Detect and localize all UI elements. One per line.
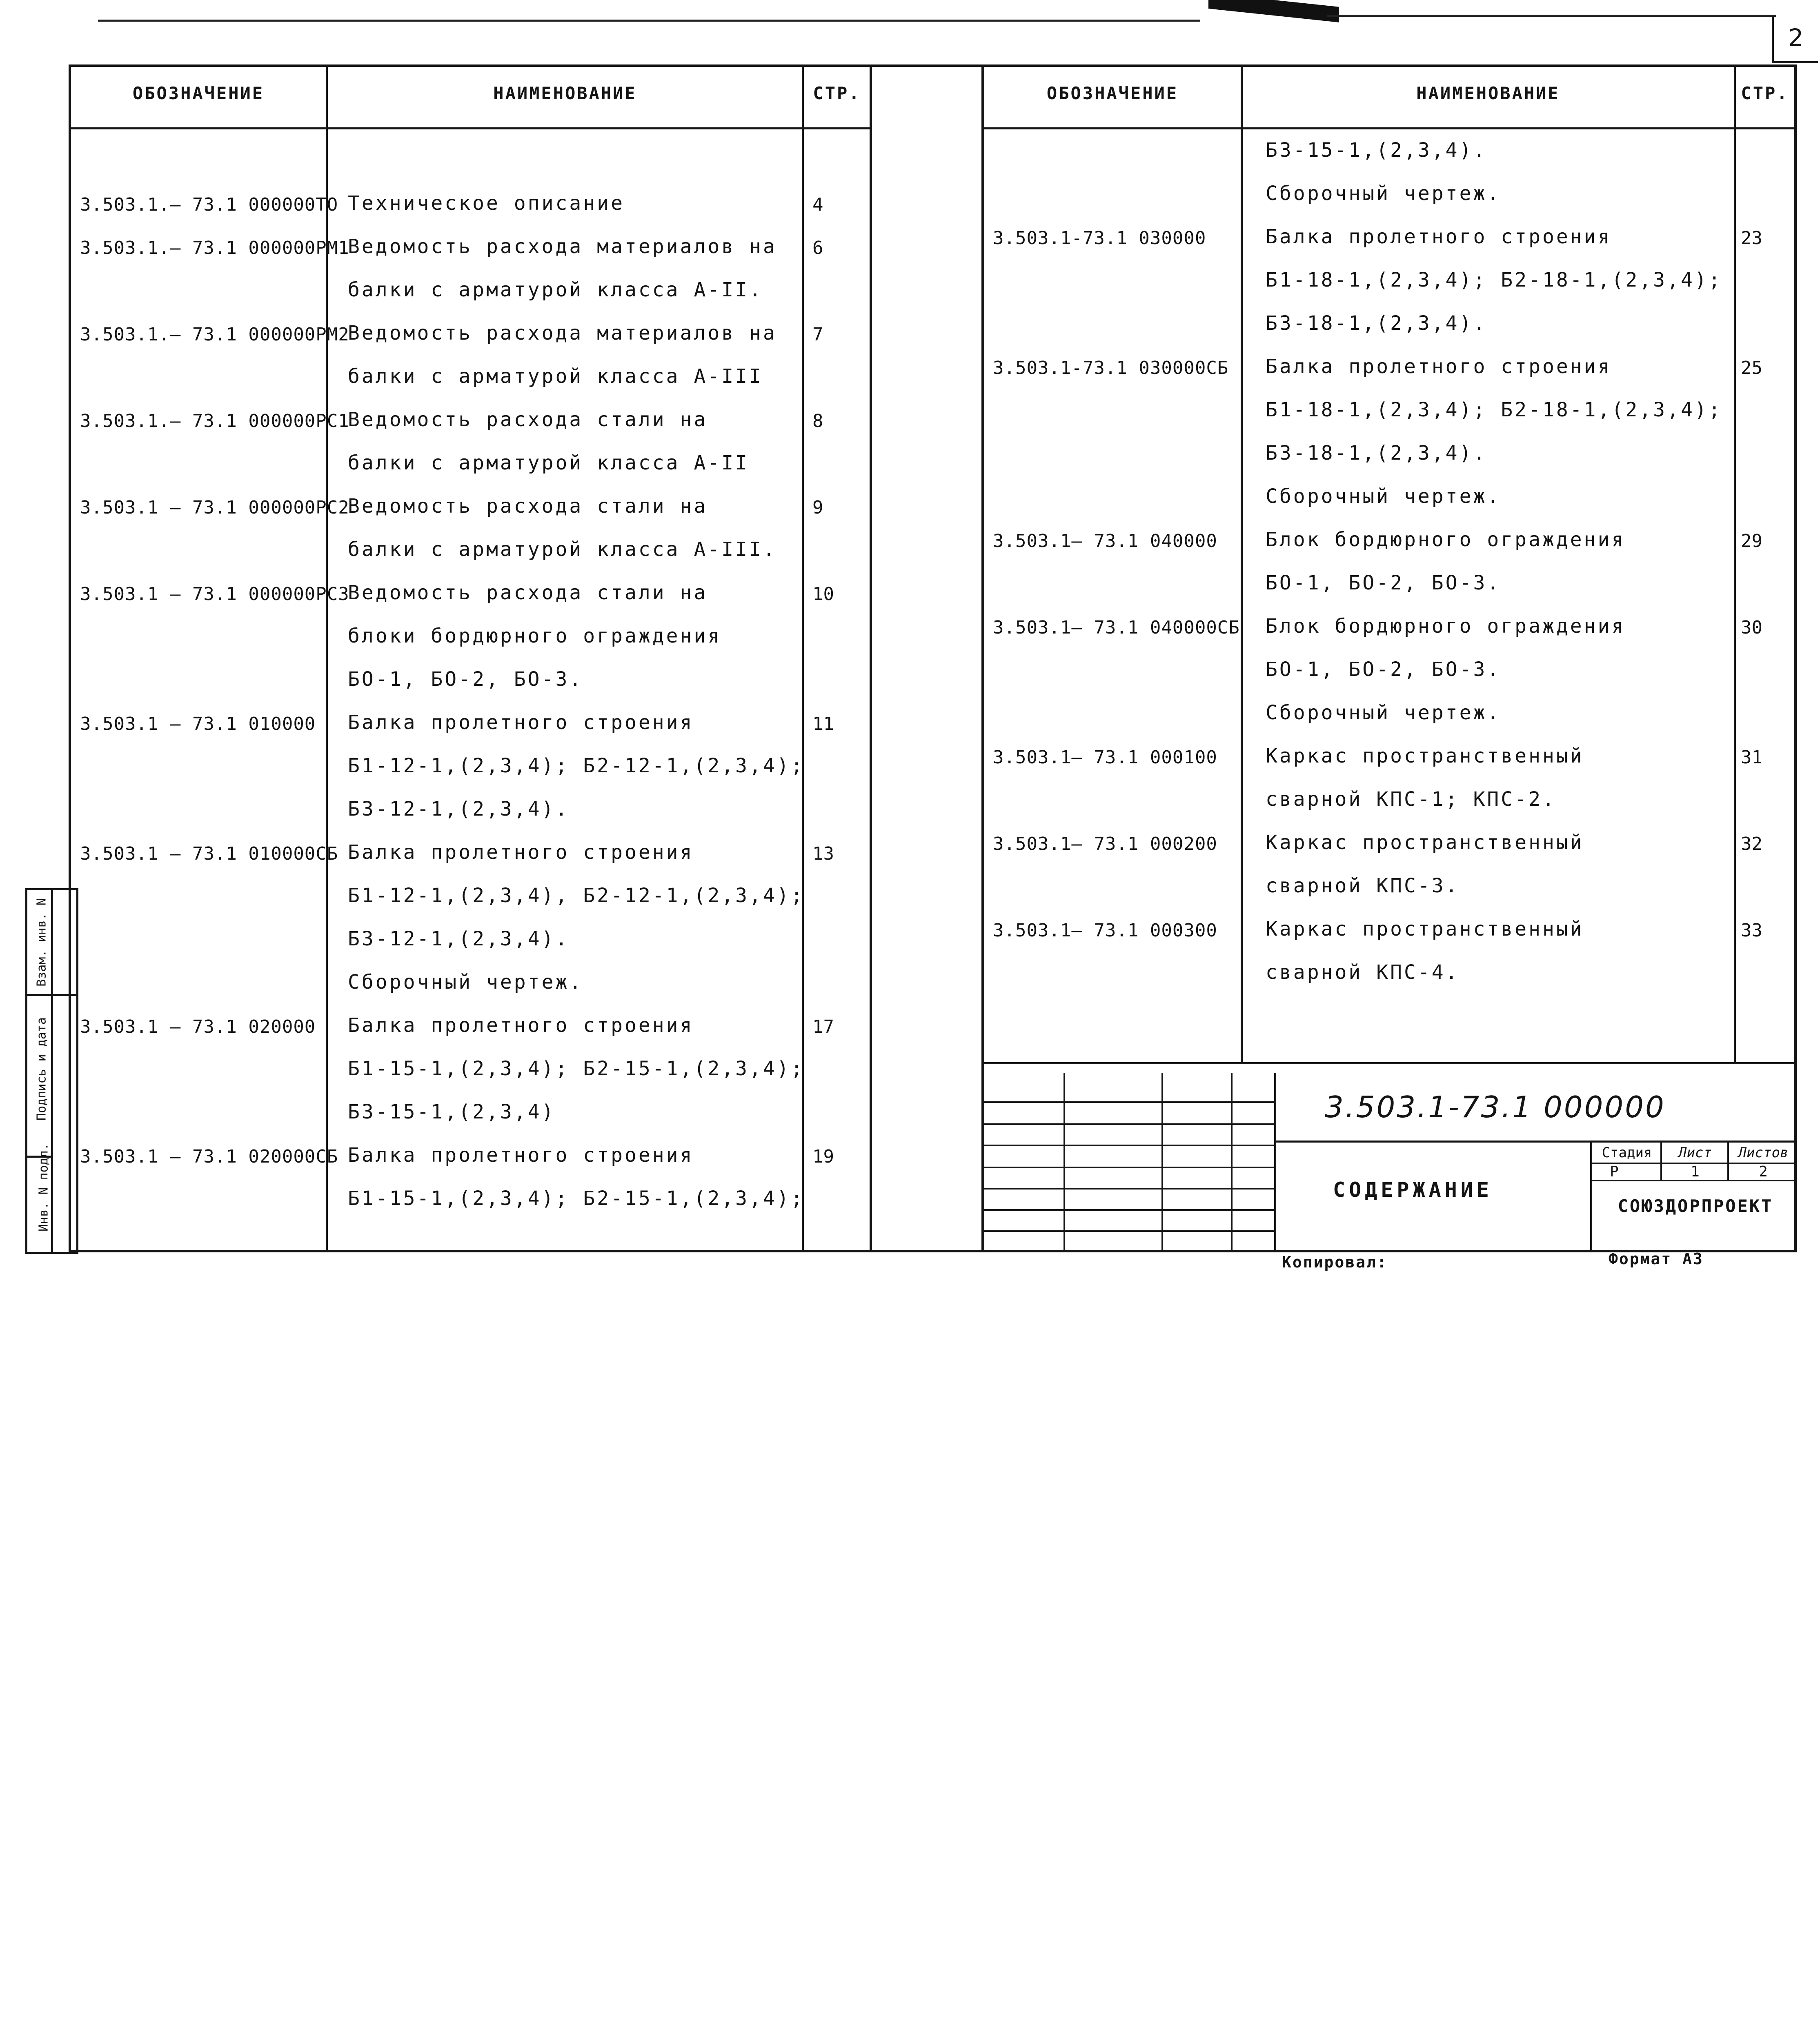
entry-page: 25 (1741, 358, 1762, 378)
entry-name-line: сварной КПС-4. (1266, 961, 1460, 984)
entry-code: 3.503.1— 73.1 000200 (993, 834, 1217, 854)
entry-name-line: Ведомость расхода материалов на (348, 235, 777, 258)
format-label: Формат А3 (1609, 1250, 1704, 1268)
entry-page: 31 (1741, 747, 1762, 768)
entry-name-line: Сборочный чертеж. (1266, 701, 1501, 724)
entry-name-line: сварной КПС-3. (1266, 874, 1460, 897)
entry-page: 32 (1741, 834, 1762, 854)
entry-code: 3.503.1— 73.1 000300 (993, 920, 1217, 941)
sheet-number: 2 (1788, 24, 1804, 51)
entry-page: 30 (1741, 617, 1762, 638)
organization: СОЮЗДОРПРОЕКТ (1618, 1196, 1773, 1216)
entry-page: 6 (812, 238, 823, 258)
entry-name-line: Балка пролетного строения (348, 1014, 694, 1037)
entry-name-line: Ведомость расхода стали на (348, 495, 708, 518)
sheet-label: Лист (1678, 1145, 1712, 1161)
stage-value: Р (1610, 1163, 1619, 1180)
entry-code: 3.503.1 — 73.1 020000СБ (80, 1146, 338, 1167)
entry-code: 3.503.1.— 73.1 000000РС1 (80, 411, 349, 431)
entry-page: 33 (1741, 920, 1762, 941)
entry-name-line: Каркас пространственный (1266, 918, 1584, 940)
right-header-name: НАИМЕНОВАНИЕ (1416, 83, 1560, 103)
entry-code: 3.503.1.— 73.1 000000ТО (80, 194, 338, 215)
entry-name-line: Б3-15-1,(2,3,4) (348, 1101, 556, 1123)
entry-code: 3.503.1-73.1 030000 (993, 228, 1206, 249)
top-ink-mark (1208, 0, 1339, 22)
entry-code: 3.503.1 — 73.1 000000РС3 (80, 584, 349, 605)
right-header-page: СТР. (1741, 83, 1789, 103)
entry-name-line: Б3-12-1,(2,3,4). (348, 927, 570, 950)
entry-code: 3.503.1— 73.1 040000СБ (993, 617, 1240, 638)
entry-page: 9 (812, 497, 823, 518)
left-header-designation: ОБОЗНАЧЕНИЕ (132, 83, 265, 103)
entry-page: 23 (1741, 228, 1762, 249)
document-code: 3.503.1-73.1 000000 (1325, 1090, 1666, 1124)
entry-name-line: Балка пролетного строения (1266, 225, 1612, 248)
copied-label: Копировал: (1282, 1253, 1388, 1271)
left-header-name: НАИМЕНОВАНИЕ (493, 83, 637, 103)
entry-name-line: Б1-12-1,(2,3,4); Б2-12-1,(2,3,4); (348, 754, 805, 777)
entry-name-line: Балка пролетного строения (348, 711, 694, 734)
entry-name-line: Техническое описание (348, 192, 625, 215)
entry-name-line: блоки бордюрного ограждения (348, 625, 722, 647)
middle-blank-column (870, 64, 984, 1252)
entry-code: 3.503.1 — 73.1 010000 (80, 714, 316, 734)
entry-name-line: Сборочный чертеж. (1266, 485, 1501, 508)
entry-name-line: балки с арматурой класса А-II (348, 451, 750, 474)
entry-name-line: БО-1, БО-2, БО-3. (1266, 571, 1501, 594)
entry-name-line: балки с арматурой класса А-III. (348, 538, 777, 561)
entry-code: 3.503.1 — 73.1 020000 (80, 1016, 316, 1037)
entry-name-line: Б1-18-1,(2,3,4); Б2-18-1,(2,3,4); (1266, 269, 1722, 291)
side-stamp-replace: Взам. инв. N (34, 898, 49, 987)
entry-name-line: Балка пролетного строения (348, 841, 694, 864)
entry-name-line: Блок бордюрного ограждения (1266, 528, 1626, 551)
entry-name-line: БО-1, БО-2, БО-3. (1266, 658, 1501, 681)
sheets-label: Листов (1738, 1145, 1789, 1161)
entry-page: 13 (812, 843, 834, 864)
entry-name-line: Б1-15-1,(2,3,4); Б2-15-1,(2,3,4); (348, 1187, 805, 1210)
entry-name-line: Б3-15-1,(2,3,4). (1266, 139, 1487, 162)
entry-page: 19 (812, 1146, 834, 1167)
entry-page: 17 (812, 1016, 834, 1037)
entry-name-line: Сборочный чертеж. (1266, 182, 1501, 205)
entry-name-line: Балка пролетного строения (1266, 355, 1612, 378)
side-stamp-sign: Подпись и дата (34, 1017, 49, 1121)
right-header-designation: ОБОЗНАЧЕНИЕ (1046, 83, 1179, 103)
entry-name-line: балки с арматурой класса А-III (348, 365, 763, 388)
entry-name-line: Блок бордюрного ограждения (1266, 615, 1626, 638)
side-stamp-inv: Инв. N подл. (36, 1143, 51, 1232)
entry-name-line: Ведомость расхода стали на (348, 581, 708, 604)
entry-name-line: Ведомость расхода материалов на (348, 322, 777, 345)
entry-code: 3.503.1 — 73.1 000000РС2 (80, 497, 349, 518)
entry-name-line: Б3-12-1,(2,3,4). (348, 798, 570, 820)
entry-code: 3.503.1.— 73.1 000000РМ2 (80, 324, 349, 345)
side-stamp (25, 888, 78, 1254)
sheet-value: 1 (1691, 1163, 1700, 1180)
entry-name-line: Б1-15-1,(2,3,4); Б2-15-1,(2,3,4); (348, 1057, 805, 1080)
entry-page: 4 (812, 194, 823, 215)
entry-name-line: балки с арматурой класса А-II. (348, 278, 763, 301)
stage-label: Стадия (1602, 1145, 1652, 1161)
entry-name-line: Балка пролетного строения (348, 1144, 694, 1167)
entry-name-line: Б3-18-1,(2,3,4). (1266, 312, 1487, 335)
top-rule (98, 20, 1200, 22)
entry-name-line: Каркас пространственный (1266, 745, 1584, 767)
entry-name-line: сварной КПС-1; КПС-2. (1266, 788, 1556, 811)
entry-name-line: Каркас пространственный (1266, 831, 1584, 854)
entry-page: 7 (812, 324, 823, 345)
entry-name-line: Б1-18-1,(2,3,4); Б2-18-1,(2,3,4); (1266, 398, 1722, 421)
entry-code: 3.503.1 — 73.1 010000СБ (80, 843, 338, 864)
entry-name-line: Б1-12-1,(2,3,4), Б2-12-1,(2,3,4); (348, 884, 805, 907)
entry-page: 8 (812, 411, 823, 431)
entry-page: 10 (812, 584, 834, 605)
entry-name-line: Сборочный чертеж. (348, 971, 583, 994)
entry-page: 11 (812, 714, 834, 734)
entry-code: 3.503.1-73.1 030000СБ (993, 358, 1229, 378)
entry-name-line: Ведомость расхода стали на (348, 408, 708, 431)
top-rule-right (1327, 15, 1776, 17)
entry-page: 29 (1741, 531, 1762, 551)
entry-name-line: Б3-18-1,(2,3,4). (1266, 442, 1487, 465)
sheet-number-box (1772, 16, 1818, 63)
entry-code: 3.503.1— 73.1 000100 (993, 747, 1217, 768)
entry-code: 3.503.1— 73.1 040000 (993, 531, 1217, 551)
left-header-page: СТР. (813, 83, 861, 103)
entry-name-line: БО-1, БО-2, БО-3. (348, 668, 583, 691)
entry-code: 3.503.1.— 73.1 000000РМ1 (80, 238, 349, 258)
sheets-value: 2 (1759, 1163, 1768, 1180)
title-block (982, 1073, 1797, 1252)
document-title: СОДЕРЖАНИЕ (1333, 1178, 1493, 1202)
